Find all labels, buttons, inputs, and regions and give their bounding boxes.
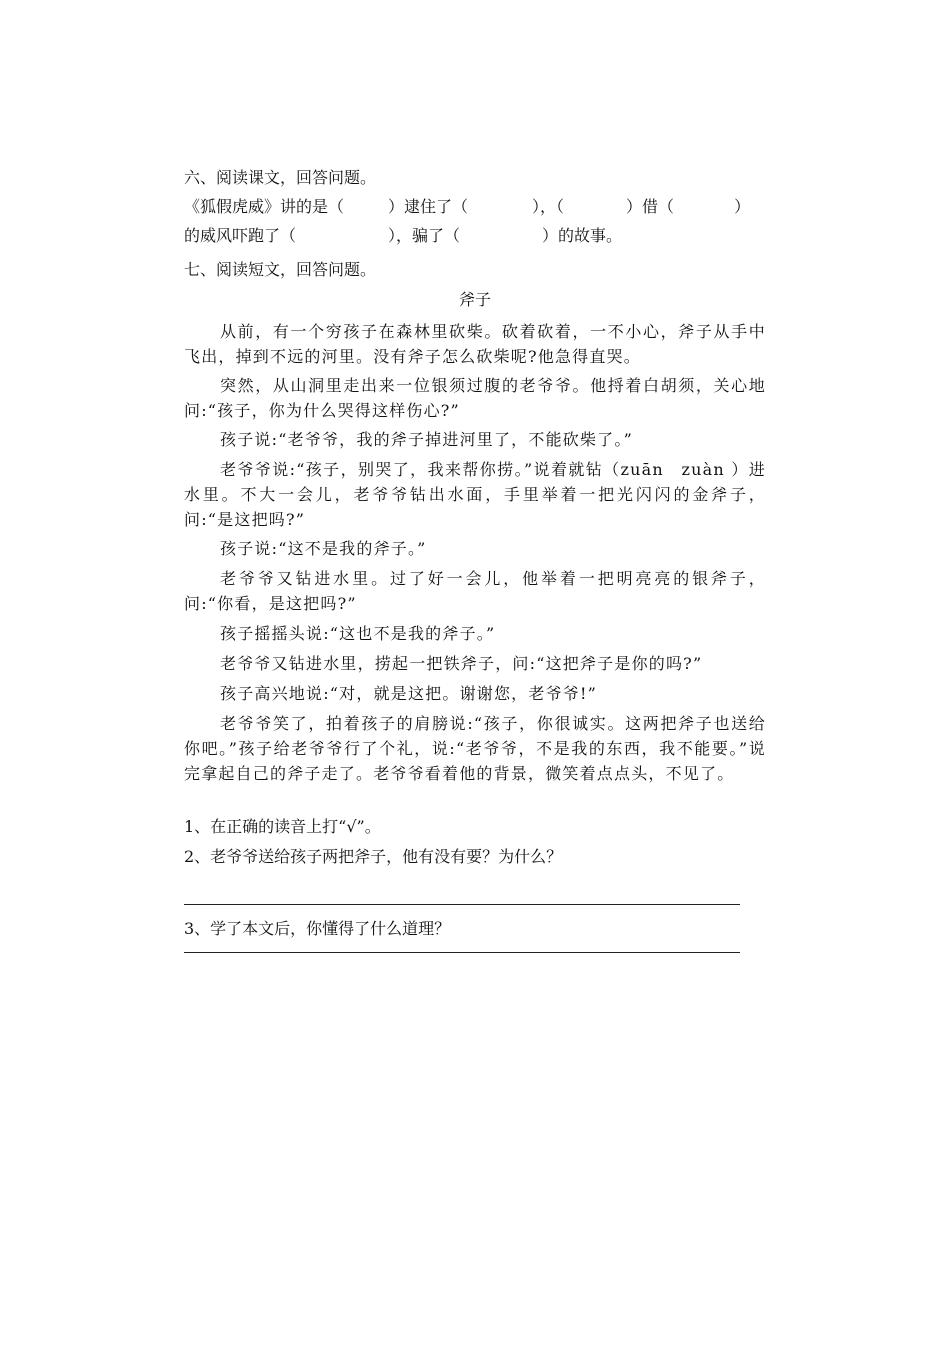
story-paragraph-6: 老爷爷又钻进水里。过了好一会儿，他举着一把明亮亮的银斧子，问:“你看，是这把吗?” (184, 569, 766, 613)
fill-text: ） (734, 197, 751, 216)
fill-text: 的威风吓跑了（ (184, 226, 297, 245)
answer-line-1[interactable] (184, 904, 740, 905)
fill-text: ），（ (532, 197, 565, 216)
story-paragraph-10: 老爷爷笑了，拍着孩子的肩膀说:“孩子，你很诚实。这两把斧子也送给你吧。”孩子给老爷爷行了个礼，说:“老爷爷，不是我的东西，我不能要。”说完拿起自己的斧子走了。老爷爷看着他的背景，微笑着点点头，不见了。 (184, 714, 766, 783)
section6-fill-line-1 (184, 195, 784, 219)
fill-text: 《狐假虎威》讲的是（ (184, 197, 345, 216)
section6-fill-line-2 (184, 224, 784, 248)
story-paragraph-1: 从前，有一个穷孩子在森林里砍柴。砍着砍着，一不小心，斧子从手中飞出，掉到不远的河里。没有斧子怎么砍柴呢?他急得直哭。 (184, 322, 766, 366)
question-3: 3、学了本文后，你懂得了什么道理？ (184, 919, 451, 938)
question-2: 2、老爷爷送给孩子两把斧子，他有没有要？为什么？ (184, 847, 563, 866)
answer-line-2[interactable] (184, 952, 740, 953)
section7-heading: 七、阅读短文，回答问题。 (184, 260, 377, 279)
fill-text: ）逮住了（ (388, 197, 469, 216)
story-paragraph-7: 孩子摇摇头说:“这也不是我的斧子。” (220, 624, 496, 643)
story-paragraph-8: 老爷爷又钻进水里，捞起一把铁斧子，问:“这把斧子是你的吗?” (220, 654, 703, 673)
section6-heading: 六、阅读课文，回答问题。 (184, 168, 377, 187)
fill-text: ），骗了（ (388, 226, 461, 245)
story-paragraph-5: 孩子说:“这不是我的斧子。” (220, 539, 427, 558)
story-paragraph-3: 孩子说:“老爷爷，我的斧子掉进河里了，不能砍柴了。” (220, 430, 633, 449)
fill-text: ）的故事。 (542, 226, 623, 245)
story-title: 斧子 (458, 290, 491, 309)
story-paragraph-9: 孩子高兴地说:“对，就是这把。谢谢您，老爷爷!” (220, 684, 597, 703)
fill-text: ）借（ (626, 197, 675, 216)
story-paragraph-2: 突然，从山洞里走出来一位银须过腹的老爷爷。他捋着白胡须，关心地问:“孩子，你为什么哭得这样伤心?” (184, 376, 766, 420)
story-paragraph-4: 老爷爷说:“孩子，别哭了，我来帮你捞。”说着就钻（zuān zuàn ）进水里。不大一会儿，老爷爷钻出水面，手里举着一把光闪闪的金斧子，问:“是这把吗?” (184, 460, 766, 529)
question-1: 1、在正确的读音上打“√”。 (184, 817, 381, 836)
